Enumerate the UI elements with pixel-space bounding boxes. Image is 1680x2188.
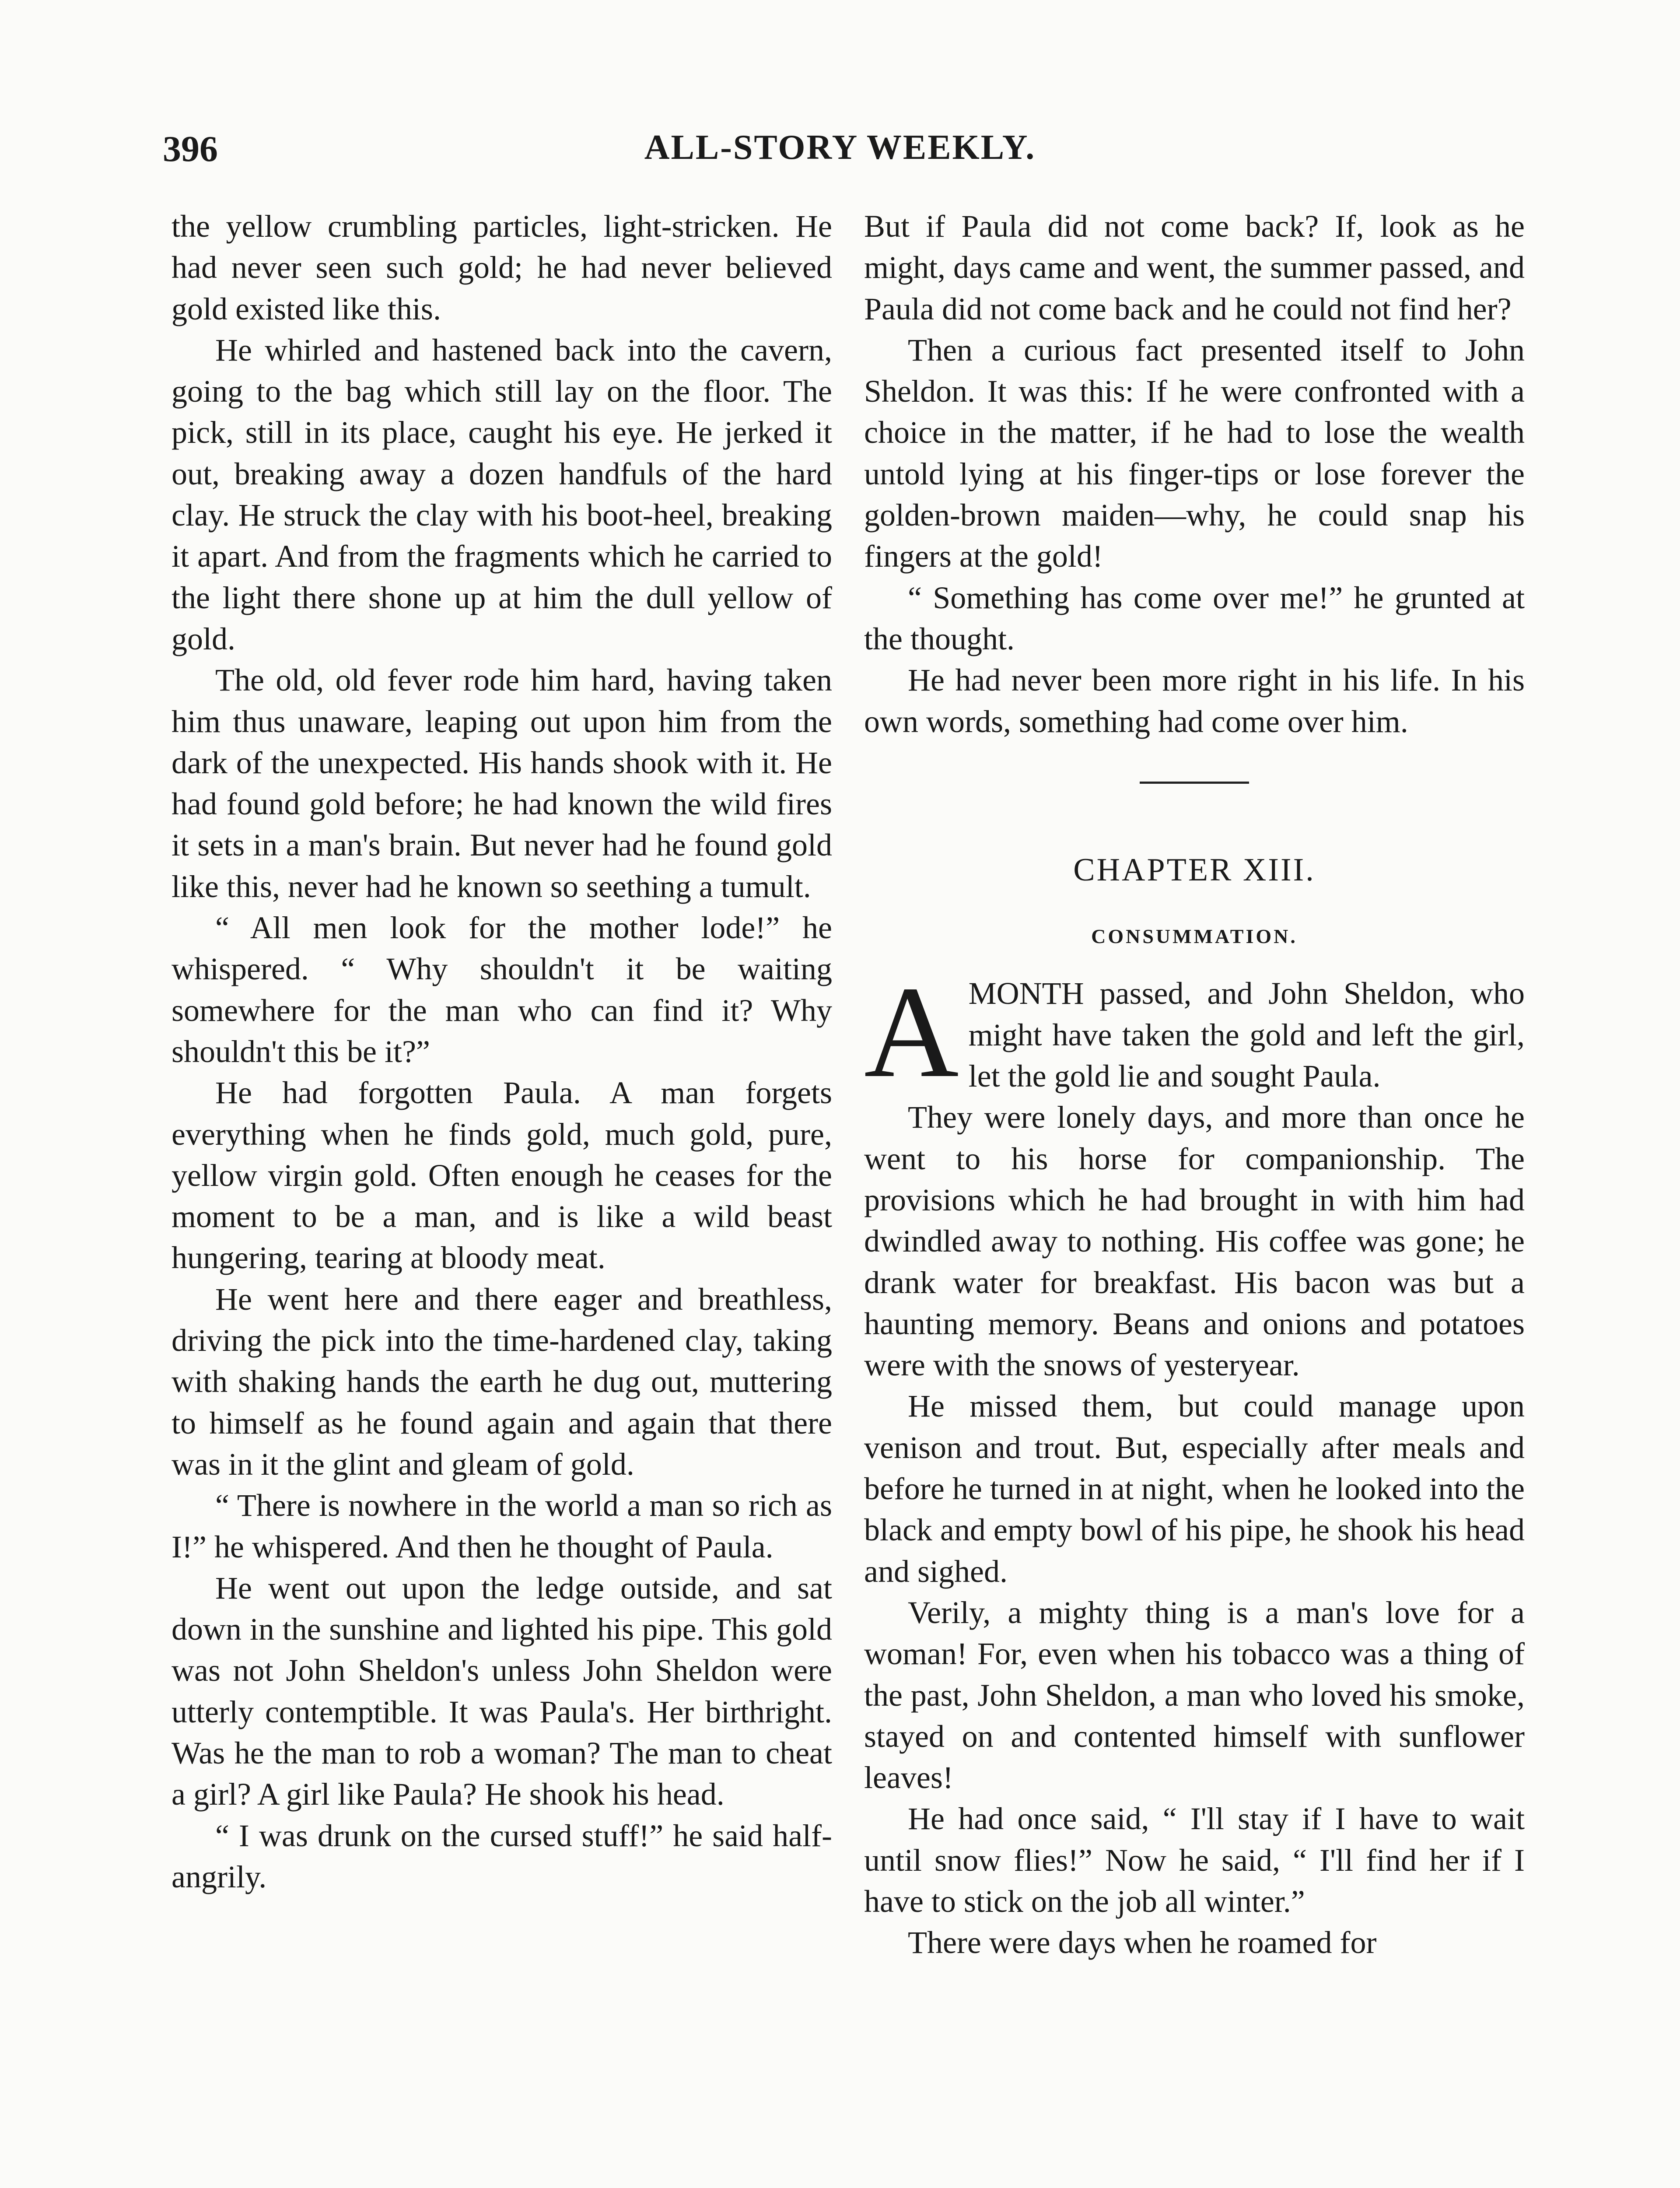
paragraph: Verily, a mighty thing is a man's love for a woman! For, even when his tobacco was a thing of the past, John Sheldon, a man who loved his smoke, stayed on and contented himself with sunflower leaves! xyxy=(864,1595,1525,1795)
paragraph: There were days when he roamed for xyxy=(908,1925,1377,1960)
paragraph: But if Paula did not come back? If, look as he might, days came and went, the summer passed, and Paula did not come back and he could not find her? xyxy=(864,209,1525,326)
section-divider xyxy=(1140,782,1249,784)
page-number: 396 xyxy=(163,129,218,169)
opening-text: MONTH passed, and John Sheldon, who might have taken the gold and left the girl, let the gold lie and sought Paula. xyxy=(968,976,1525,1094)
paragraph: The old, old fever rode him hard, having taken him thus unaware, leaping out upon him from the dark of the unexpected. His hands shook with it. He had found gold before; he had known the wild fires it sets in a man's brain. But never had he found gold like this, never had he known so seething a tumult. xyxy=(172,663,832,904)
paragraph: He had forgotten Paula. A man forgets everything when he finds gold, much gold, pure, yellow virgin gold. Often enough he ceases for the moment to be a man, and is like a wild beast hungering, tearing at bloody meat. xyxy=(172,1075,832,1276)
paragraph: “ Something has come over me!” he grunted at the thought. xyxy=(864,580,1525,656)
magazine-title: ALL-STORY WEEKLY. xyxy=(644,128,1036,167)
paragraph: He went out upon the ledge outside, and sat down in the sunshine and lighted his pipe. This gold was not John Sheldon's unless John Sheldon were utterly contemptible. It was Paula's. Her birthright. Was he the man to rob a woman? The man to cheat a girl? A girl like Paula? He shook his head. xyxy=(172,1570,832,1812)
paragraph: “ There is nowhere in the world a man so rich as I!” he whispered. And then he thought of Paula. xyxy=(172,1488,832,1564)
chapter-opening-paragraph xyxy=(864,959,1525,1105)
paragraph: Then a curious fact presented itself to John Sheldon. It was this: If he were confronted with a choice in the matter, if he had to lose the wealth untold lying at his finger-tips or lose forever the golden-brown maiden—why, he could snap his fingers at the gold! xyxy=(864,332,1525,574)
paragraph: the yellow crumbling particles, light-stricken. He had never seen such gold; he had never believed gold existed like this. xyxy=(172,209,832,326)
drop-cap: A xyxy=(864,959,959,1105)
paragraph: He missed them, but could manage upon venison and trout. But, especially after meals and before he turned in at night, when he looked into the black and empty bowl of his pipe, he shook his head and sighed. xyxy=(864,1389,1525,1589)
left-column xyxy=(172,206,832,1897)
page-header xyxy=(0,128,1680,176)
chapter-title: CHAPTER XIII. xyxy=(1073,852,1316,888)
paragraph: He had never been more right in his life. In his own words, something had come over him. xyxy=(864,663,1525,739)
paragraph: He had once said, “ I'll stay if I have to wait until snow flies!” Now he said, “ I'll find her if I have to stick on the job all winter.” xyxy=(864,1801,1525,1919)
paragraph: They were lonely days, and more than once he went to his horse for companionship. The provisions which he had brought in with him had dwindled away to nothing. His coffee was gone; he drank water for breakfast. His bacon was but a haunting memory. Beans and onions and potatoes were with the snows of yesteryear. xyxy=(864,1100,1525,1383)
chapter-subtitle: CONSUMMATION. xyxy=(1091,925,1298,948)
paragraph: “ All men look for the mother lode!” he whispered. “ Why shouldn't it be waiting somewhere for the man who can find it? Why shouldn't this be it?” xyxy=(172,910,832,1069)
right-column xyxy=(864,206,1525,1964)
paragraph: He whirled and hastened back into the cavern, going to the bag which still lay on the floor. The pick, still in its place, caught his eye. He jerked it out, breaking away a dozen handfuls of the hard clay. He struck the clay with his boot-heel, breaking it apart. And from the fragments which he carried to the light there shone up at him the dull yellow of gold. xyxy=(172,332,832,656)
paragraph: “ I was drunk on the cursed stuff!” he said half-angrily. xyxy=(172,1818,832,1894)
paragraph: He went here and there eager and breathless, driving the pick into the time-hardened clay, taking with shaking hands the earth he dug out, muttering to himself as he found again and again that there was in it the glint and gleam of gold. xyxy=(172,1281,832,1482)
